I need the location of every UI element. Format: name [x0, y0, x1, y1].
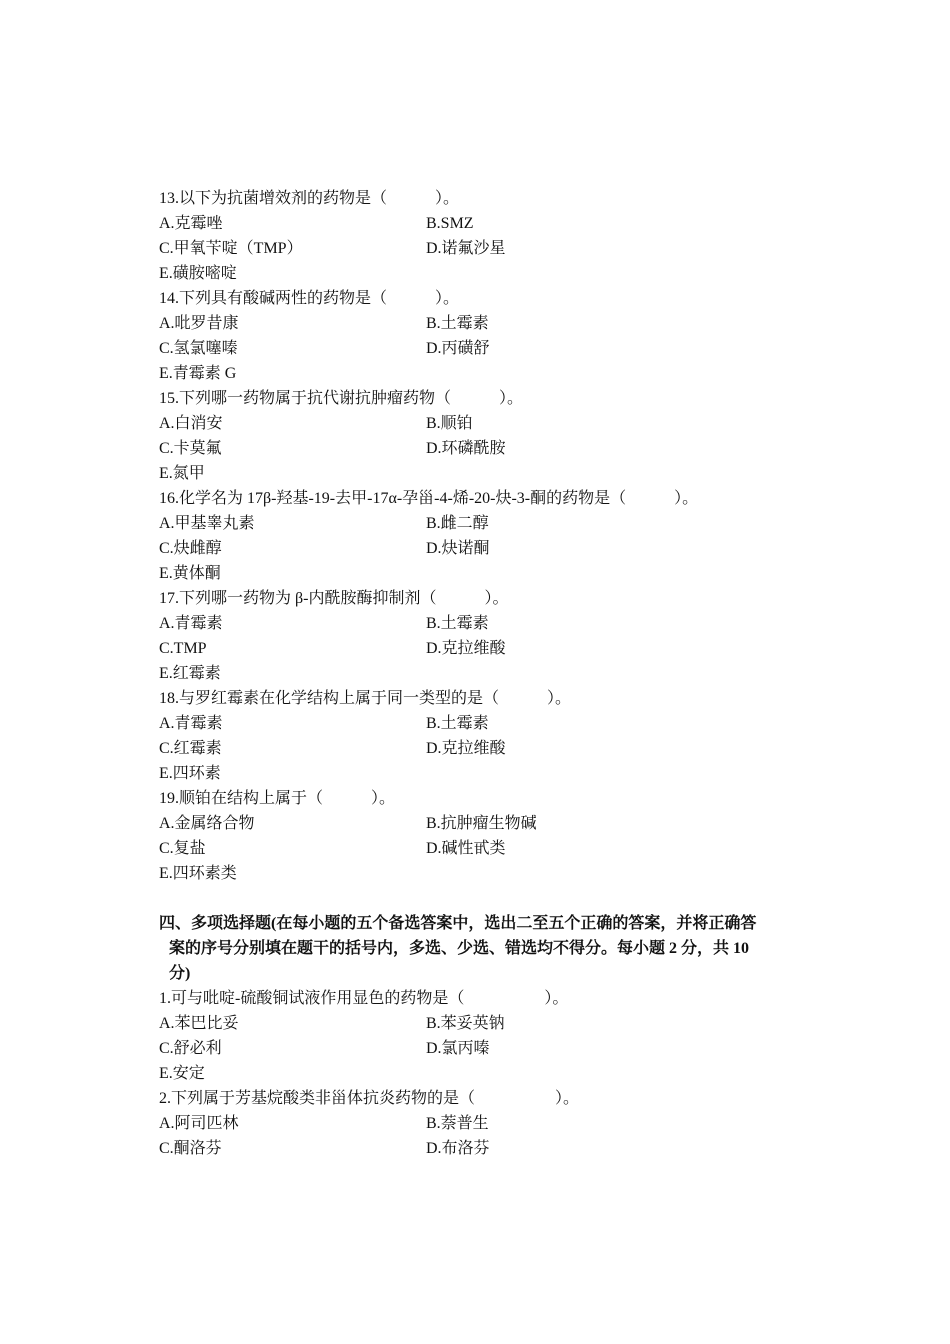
option-e: E.青霉素 G: [159, 365, 237, 382]
question-17: [159, 586, 799, 686]
option-e: E.安定: [159, 1065, 205, 1082]
option-d: D.碱性甙类: [426, 840, 506, 857]
question-stem: 2.下列属于芳基烷酸类非甾体抗炎药物的是（ ）。: [159, 1090, 580, 1107]
option-row: [159, 811, 799, 836]
option-row: [159, 211, 799, 236]
option-row: [159, 411, 799, 436]
option-row: [159, 611, 799, 636]
section-heading-line-2: 案的序号分别填在题干的括号内，多选、少选、错选均不得分。每小题 2 分，共 10: [169, 940, 750, 957]
option-d: D.炔诺酮: [426, 540, 490, 557]
option-row: [159, 1111, 799, 1136]
option-row: [159, 736, 799, 761]
option-e: E.黄体酮: [159, 565, 221, 582]
section-heading: [159, 911, 789, 986]
section-heading-line-3: 分): [169, 965, 191, 982]
question-15: [159, 386, 799, 486]
option-c: C.氢氯噻嗪: [159, 340, 238, 357]
multi-question-1: [159, 986, 799, 1086]
option-c: C.红霉素: [159, 740, 222, 757]
question-stem: 16.化学名为 17β-羟基-19-去甲-17α-孕甾-4-烯-20-炔-3-酮的药物是（ ）。: [159, 490, 699, 507]
option-a: A.青霉素: [159, 715, 223, 732]
option-c: C.甲氧苄啶（TMP）: [159, 240, 303, 257]
option-c: C.复盐: [159, 840, 206, 857]
option-d: D.克拉维酸: [426, 640, 506, 657]
option-e: E.四环素: [159, 765, 221, 782]
option-b: B.萘普生: [426, 1115, 489, 1132]
question-stem: 18.与罗红霉素在化学结构上属于同一类型的是（ ）。: [159, 690, 572, 707]
multi-question-2: [159, 1086, 799, 1161]
option-c: C.TMP: [159, 640, 207, 657]
option-row: [159, 636, 799, 661]
question-stem: 19.顺铂在结构上属于（ ）。: [159, 790, 396, 807]
option-b: B.土霉素: [426, 615, 489, 632]
option-row: [159, 1011, 799, 1036]
option-a: A.苯巴比妥: [159, 1015, 239, 1032]
option-d: D.诺氟沙星: [426, 240, 506, 257]
option-a: A.吡罗昔康: [159, 315, 239, 332]
option-row: [159, 511, 799, 536]
option-a: A.金属络合物: [159, 815, 255, 832]
option-d: D.氯丙嗪: [426, 1040, 490, 1057]
option-e: E.红霉素: [159, 665, 221, 682]
option-row: [159, 336, 799, 361]
question-14: [159, 286, 799, 386]
option-b: B.顺铂: [426, 415, 473, 432]
option-e: E.四环素类: [159, 865, 237, 882]
option-c: C.卡莫氟: [159, 440, 222, 457]
question-stem: 1.可与吡啶-硫酸铜试液作用显色的药物是（ ）。: [159, 990, 569, 1007]
question-stem: 14.下列具有酸碱两性的药物是（ ）。: [159, 290, 460, 307]
option-row: [159, 236, 799, 261]
option-a: A.克霉唑: [159, 215, 223, 232]
option-e: E.氮甲: [159, 465, 205, 482]
option-a: A.甲基睾丸素: [159, 515, 255, 532]
option-c: C.舒必利: [159, 1040, 222, 1057]
option-d: D.克拉维酸: [426, 740, 506, 757]
option-row: [159, 436, 799, 461]
question-stem: 17.下列哪一药物为 β-内酰胺酶抑制剂（ ）。: [159, 590, 509, 607]
option-e: E.磺胺嘧啶: [159, 265, 237, 282]
option-d: D.布洛芬: [426, 1140, 490, 1157]
question-19: [159, 786, 799, 886]
option-row: [159, 1136, 799, 1161]
option-row: [159, 711, 799, 736]
option-row: [159, 311, 799, 336]
question-stem: 15.下列哪一药物属于抗代谢抗肿瘤药物（ ）。: [159, 390, 524, 407]
option-b: B.土霉素: [426, 315, 489, 332]
question-13: [159, 186, 799, 286]
section-heading-line-1: 四、多项选择题(在每小题的五个备选答案中，选出二至五个正确的答案，并将正确答: [159, 915, 757, 932]
option-d: D.丙磺舒: [426, 340, 490, 357]
option-c: C.炔雌醇: [159, 540, 222, 557]
exam-page: [159, 186, 799, 1161]
option-b: B.苯妥英钠: [426, 1015, 505, 1032]
option-a: A.青霉素: [159, 615, 223, 632]
option-b: B.土霉素: [426, 715, 489, 732]
option-row: [159, 536, 799, 561]
option-a: A.阿司匹林: [159, 1115, 239, 1132]
question-18: [159, 686, 799, 786]
option-b: B.抗肿瘤生物碱: [426, 815, 537, 832]
option-b: B.SMZ: [426, 215, 474, 232]
option-c: C.酮洛芬: [159, 1140, 222, 1157]
option-b: B.雌二醇: [426, 515, 489, 532]
option-d: D.环磷酰胺: [426, 440, 506, 457]
question-16: [159, 486, 799, 586]
option-row: [159, 1036, 799, 1061]
option-row: [159, 836, 799, 861]
option-a: A.白消安: [159, 415, 223, 432]
question-stem: 13.以下为抗菌增效剂的药物是（ ）。: [159, 190, 460, 207]
